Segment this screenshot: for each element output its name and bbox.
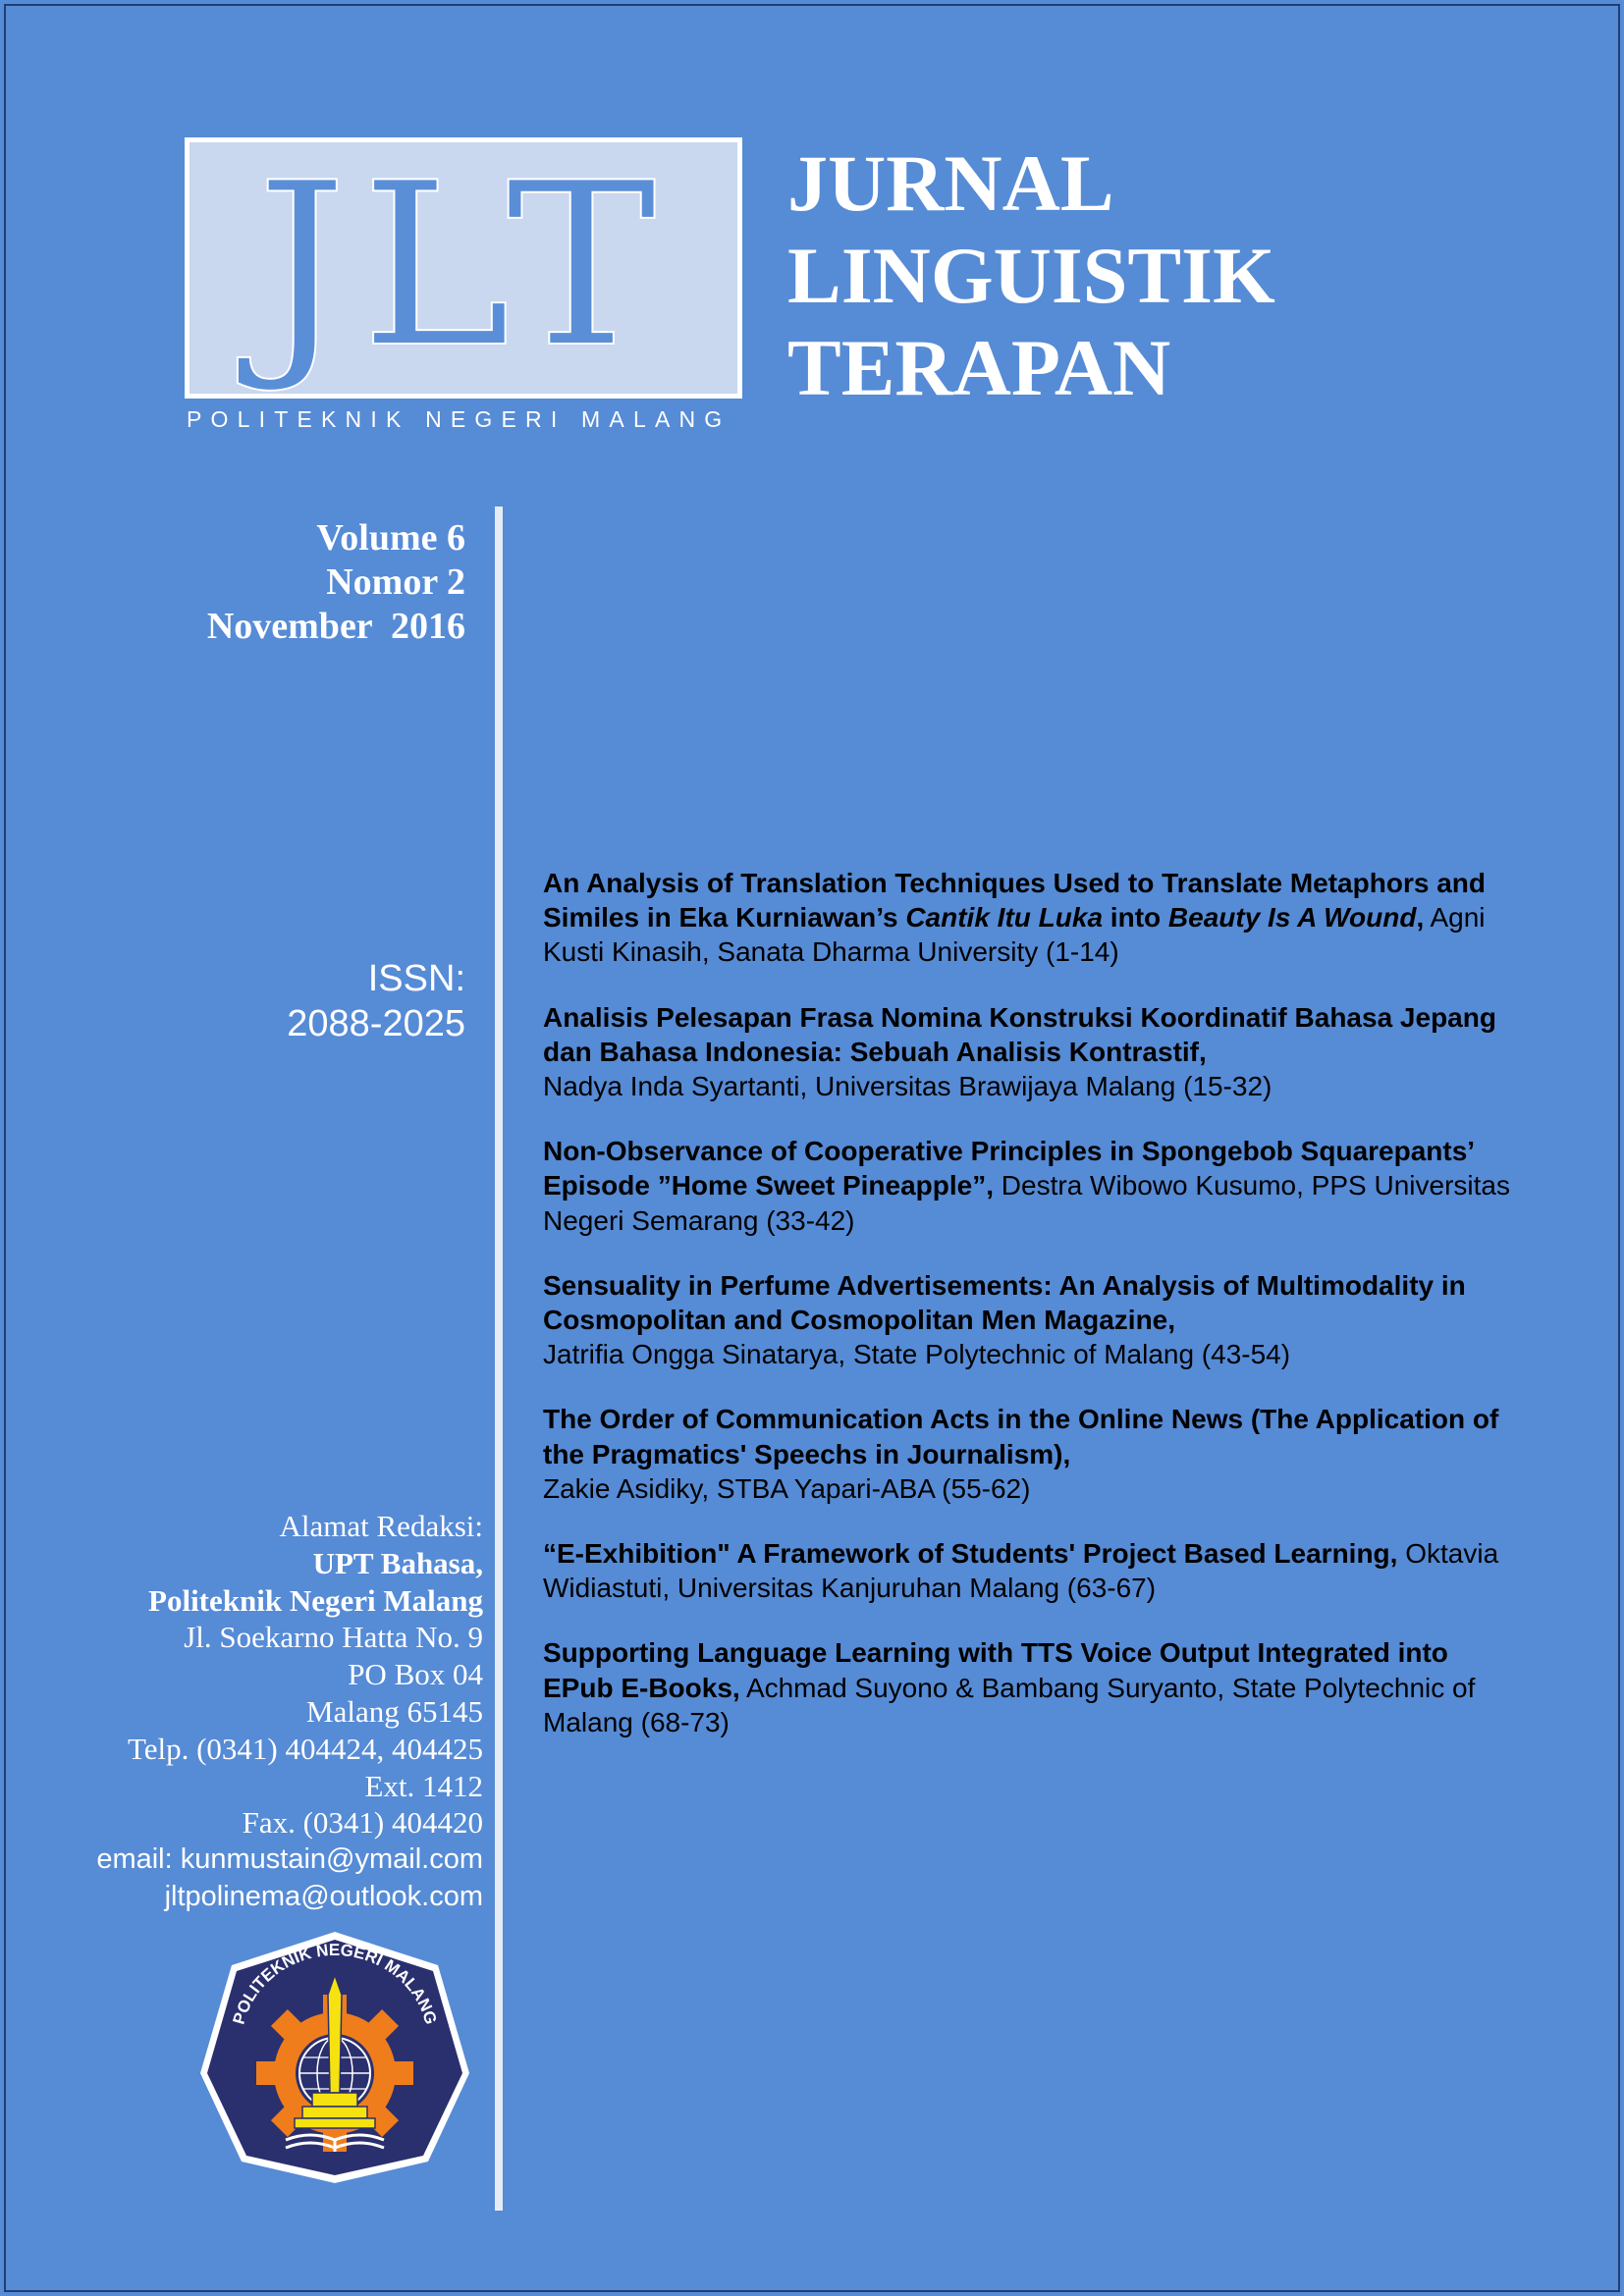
journal-title-line-2: LINGUISTIK — [787, 231, 1275, 320]
article-entry — [543, 1402, 1525, 1506]
table-of-contents — [543, 866, 1525, 1770]
article-title: Non-Observance of Cooperative Principles in Spongebob Squarepants’ Episode ”Home Sweet Pineapple”, — [543, 1136, 1474, 1201]
logo-subtitle: POLITEKNIK NEGERI MALANG — [187, 406, 731, 432]
article-title: “E-Exhibition" A Framework of Students' Project Based Learning, — [543, 1538, 1398, 1570]
article-entry — [543, 1000, 1525, 1104]
issue-info — [207, 516, 465, 649]
article-title: The Order of Communication Acts in the Online News (The Application of the Pragmatics' Speechs in Journalism), — [543, 1404, 1499, 1469]
journal-title — [787, 137, 1275, 414]
article-details: Agni Kusti Kinasih, Sanata Dharma University (1-14) — [543, 902, 1486, 968]
editorial-address — [96, 1508, 483, 1916]
article-details: Oktavia Widiastuti, Universitas Kanjuruhan Malang (63-67) — [543, 1538, 1499, 1604]
address-street: Jl. Soekarno Hatta No. 9 — [184, 1620, 483, 1655]
article-title: Supporting Language Learning with TTS Voice Output Integrated into EPub E-Books, — [543, 1637, 1448, 1703]
address-ext: Ext. 1412 — [364, 1768, 483, 1803]
journal-title-line-1: JURNAL — [787, 138, 1114, 228]
vertical-divider — [495, 507, 503, 2211]
article-details: Destra Wibowo Kusumo, PPS Universitas Negeri Semarang (33-42) — [543, 1170, 1510, 1236]
article-entry — [543, 1134, 1525, 1238]
article-title-italic: Cantik Itu Luka — [905, 902, 1104, 934]
address-phone: Telp. (0341) 404424, 404425 — [127, 1731, 483, 1766]
article-title: Analisis Pelesapan Frasa Nomina Konstruksi Koordinatif Bahasa Jepang dan Bahasa Indonesia: Sebuah Analisis Kontrastif, — [543, 1001, 1496, 1067]
address-city: Malang 65145 — [306, 1693, 483, 1729]
article-title: Sensuality in Perfume Advertisements: An Analysis of Multimodality in Cosmopolitan and Cosmopolitan Men Magazine, — [543, 1269, 1466, 1336]
address-email-1: email: kunmustain@ymail.com — [96, 1843, 483, 1876]
issn-label: ISSN: — [367, 958, 465, 999]
logo-letters: JLT — [256, 135, 671, 398]
article-details: Achmad Suyono & Bambang Suryanto, State Polytechnic of Malang (68-73) — [543, 1672, 1476, 1737]
number: Nomor 2 — [326, 561, 465, 603]
jlt-logo — [185, 137, 742, 399]
issn-value: 2088-2025 — [287, 1003, 465, 1044]
polinema-emblem — [192, 1926, 477, 2189]
article-entry — [543, 1536, 1525, 1605]
article-entry — [543, 1268, 1525, 1372]
article-details: Jatrifia Ongga Sinatarya, State Polytechnic of Malang (43-54) — [543, 1339, 1291, 1370]
article-title: An Analysis of Translation Techniques Used to Translate Metaphors and Similes in Eka Kurniawan’s Cantik Itu Luka into Beauty Is A Wound, — [543, 868, 1486, 934]
article-entry — [543, 866, 1525, 970]
address-email-2: jltpolinema@outlook.com — [164, 1880, 483, 1912]
address-institution: Politeknik Negeri Malang — [148, 1582, 483, 1618]
article-details: Zakie Asidiky, STBA Yapari-ABA (55-62) — [543, 1472, 1031, 1504]
article-title-italic: Beauty Is A Wound — [1167, 902, 1417, 934]
address-po-box: PO Box 04 — [348, 1657, 483, 1692]
article-entry — [543, 1635, 1525, 1739]
article-details: Nadya Inda Syartanti, Universitas Brawijaya Malang (15-32) — [543, 1071, 1272, 1102]
address-heading: Alamat Redaksi: — [279, 1509, 483, 1543]
issue-date: November 2016 — [206, 606, 465, 647]
volume: Volume 6 — [316, 517, 465, 559]
journal-title-line-3: TERAPAN — [787, 323, 1171, 412]
address-fax: Fax. (0341) 404420 — [242, 1805, 483, 1841]
address-unit: UPT Bahasa, — [312, 1545, 483, 1580]
emblem-text: POLITEKNIK NEGERI MALANG — [229, 1940, 441, 2027]
issn-block — [287, 956, 465, 1046]
